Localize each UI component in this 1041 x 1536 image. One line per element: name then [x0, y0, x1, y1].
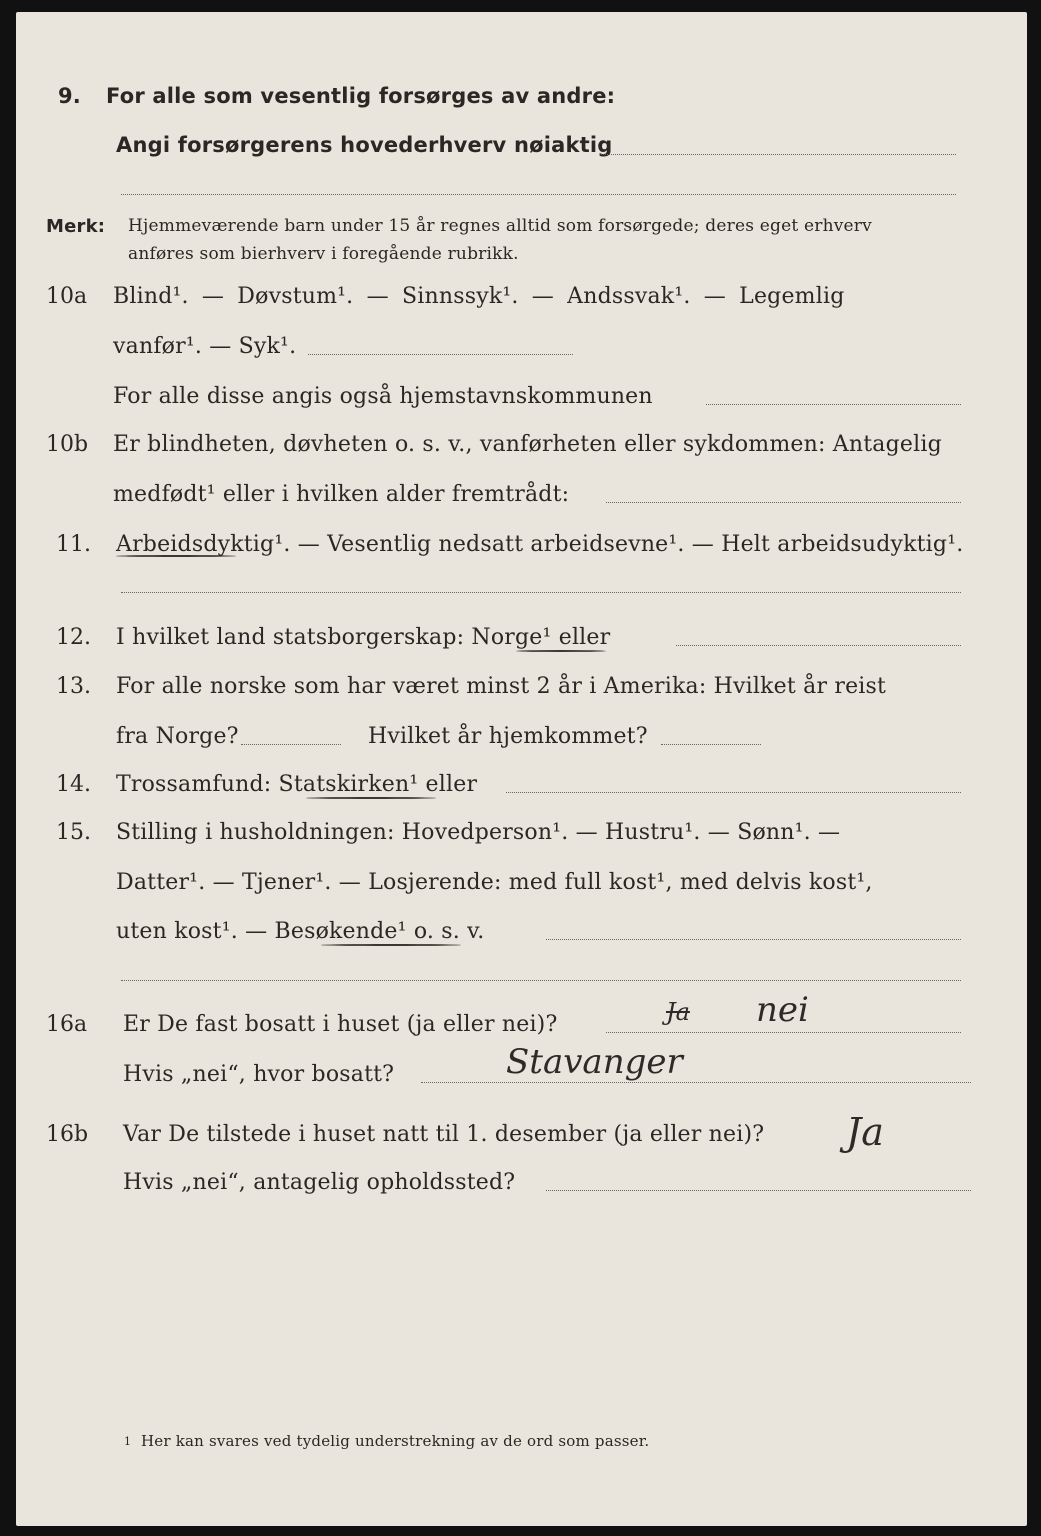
q10b-line2: medfødt¹ eller i hvilken alder fremtrådt: — [113, 482, 570, 507]
q9-answer-line-2 — [121, 194, 956, 195]
q10b-line1: Er blindheten, døvheten o. s. v., vanførheten eller sykdommen: Antagelig — [113, 432, 942, 457]
merk-label: Merk: — [46, 216, 106, 237]
q16a-line1: Er De fast bosatt i huset (ja eller nei)? — [123, 1012, 558, 1037]
q15-number: 15. — [56, 820, 91, 845]
q14-number: 14. — [56, 772, 91, 797]
q14-answer-line — [506, 792, 961, 793]
q10a-line1: Blind¹. — Døvstum¹. — Sinnssyk¹. — Andssvak¹. — Legemlig — [113, 284, 845, 309]
q13-hjemkommet-line — [661, 744, 761, 745]
q10a-syk-line — [308, 354, 573, 355]
q9-title: For alle som vesentlig forsørges av andre: — [106, 84, 616, 108]
q15-line1: Stilling i husholdningen: Hovedperson¹. — Hustru¹. — Sønn¹. — — [116, 820, 841, 845]
q13-number: 13. — [56, 674, 91, 699]
q10a-number: 10a — [46, 284, 88, 309]
q15-line3: uten kost¹. — Besøkende¹ o. s. v. — [116, 919, 485, 944]
footnote-marker: 1 — [124, 1435, 132, 1448]
q10b-number: 10b — [46, 432, 89, 457]
q13-line2b: Hvilket år hjemkommet? — [368, 724, 648, 749]
q14-underline-mark — [306, 797, 436, 799]
q9-number: 9. — [58, 84, 81, 108]
q12-line1: I hvilket land statsborgerskap: Norge¹ eller — [116, 625, 611, 650]
census-form-page — [16, 12, 1027, 1526]
q12-underline-mark — [516, 650, 606, 652]
q11-underline-mark — [116, 555, 236, 557]
q15-underline-mark — [321, 944, 461, 946]
q16b-line1: Var De tilstede i huset natt til 1. desember (ja eller nei)? — [123, 1122, 765, 1147]
q11-number: 11. — [56, 532, 91, 557]
merk-line2: anføres som bierhverv i foregående rubrikk. — [128, 244, 519, 264]
q15-extra-line — [121, 980, 961, 981]
q16a-number: 16a — [46, 1012, 88, 1037]
q9-answer-line-1 — [601, 154, 956, 155]
q16a-answer-line-1 — [606, 1032, 961, 1033]
q9-line: Angi forsørgerens hovederhverv nøiaktig — [116, 133, 613, 157]
q15-line2: Datter¹. — Tjener¹. — Losjerende: med full kost¹, med delvis kost¹, — [116, 870, 873, 895]
q10a-line3: For alle disse angis også hjemstavnskommunen — [113, 384, 653, 409]
footnote-text: Her kan svares ved tydelig understrekning av de ord som passer. — [141, 1432, 650, 1450]
q11-line1: Arbeidsdyktig¹. — Vesentlig nedsatt arbeidsevne¹. — Helt arbeidsudyktig¹. — [116, 532, 964, 557]
q13-line2a: fra Norge? — [116, 724, 239, 749]
q10a-line2: vanfør¹. — Syk¹. — [113, 334, 297, 359]
q16a-answer1: nei — [756, 990, 809, 1030]
q16b-answer1: Ja — [846, 1110, 884, 1154]
q10a-kommune-line — [706, 404, 961, 405]
q16a-answer2: Stavanger — [506, 1042, 683, 1082]
q16b-line2: Hvis „nei“, antagelig opholdssted? — [123, 1170, 516, 1195]
q10b-answer-line — [606, 502, 961, 503]
q14-line1: Trossamfund: Statskirken¹ eller — [116, 772, 478, 797]
q16b-number: 16b — [46, 1122, 89, 1147]
q16a-answer-line-2 — [421, 1082, 971, 1083]
q15-answer-line — [546, 939, 961, 940]
q12-number: 12. — [56, 625, 91, 650]
q16a-line2: Hvis „nei“, hvor bosatt? — [123, 1062, 395, 1087]
crossed-mark-icon: Ja — [666, 998, 690, 1026]
merk-line1: Hjemmeværende barn under 15 år regnes alltid som forsørgede; deres eget erhverv — [128, 216, 872, 236]
q16b-answer-line — [546, 1190, 971, 1191]
q11-answer-line — [121, 592, 961, 593]
q12-answer-line — [676, 645, 961, 646]
q13-reist-line — [241, 744, 341, 745]
q13-line1: For alle norske som har været minst 2 år i Amerika: Hvilket år reist — [116, 674, 887, 699]
